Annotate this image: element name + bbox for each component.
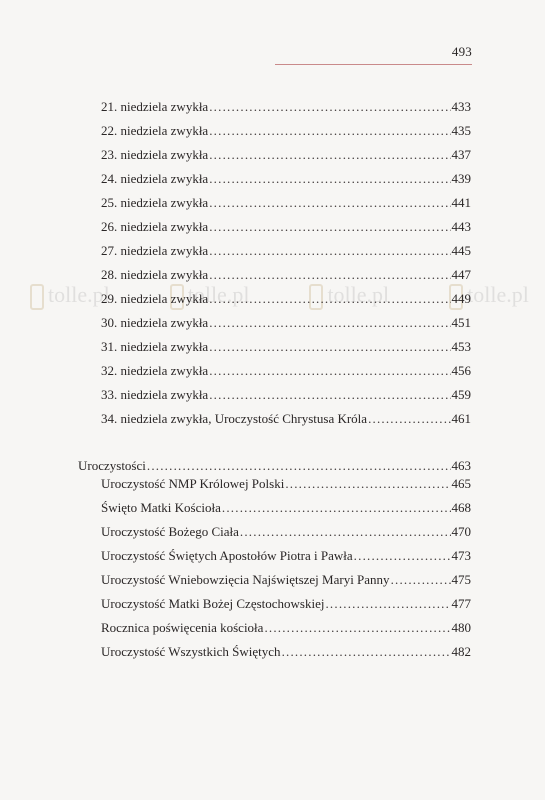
dot-leader [209,264,450,286]
toc-entry-label: 32. niedziela zwykła [101,363,209,378]
toc-entry-page: 441 [451,195,471,210]
toc-entry-page: 468 [451,500,471,515]
toc-entry-page: 437 [451,147,471,162]
toc-entry [101,96,471,118]
toc-entry [101,336,471,358]
toc-entry [101,408,471,430]
toc-entry-label: 21. niedziela zwykła [101,99,209,114]
toc-entry-label: Uroczystość Wszystkich Świętych [101,644,281,659]
toc-entry [101,192,471,214]
dot-leader [209,384,450,406]
toc-entry [101,120,471,142]
dot-leader [209,120,450,142]
dot-leader [209,312,450,334]
dot-leader [209,96,450,118]
dot-leader [209,360,450,382]
dot-leader [391,569,451,591]
toc-entry-label: 31. niedziela zwykła [101,339,209,354]
toc-entry [101,264,471,286]
dot-leader [209,144,450,166]
dot-leader [368,408,450,430]
toc-section-page: 463 [451,458,471,473]
dot-leader [282,641,451,663]
toc-entry-label: 28. niedziela zwykła [101,267,209,282]
toc-entry-page: 465 [451,476,471,491]
dot-leader [209,168,450,190]
dot-leader [354,545,451,567]
dot-leader [325,593,450,615]
toc-entry-label: 29. niedziela zwykła [101,291,209,306]
dot-leader [209,336,450,358]
toc-entry-page: 451 [451,315,471,330]
toc-entry-page: 449 [451,291,471,306]
dot-leader [209,216,450,238]
toc-entry-page: 461 [451,411,471,426]
toc-entry [101,288,471,310]
watermark-text: tolle.pl [309,282,389,310]
toc-entry [101,240,471,262]
toc-entry-page: 443 [451,219,471,234]
toc-entry-label: 27. niedziela zwykła [101,243,209,258]
watermark-text: tolle.pl [30,282,110,310]
dot-leader [285,473,450,495]
dot-leader [264,617,450,639]
dot-leader [209,240,450,262]
toc-entry-label: 30. niedziela zwykła [101,315,209,330]
toc-entry-page: 445 [451,243,471,258]
toc-entry-page: 433 [451,99,471,114]
toc-entry [101,384,471,406]
toc-entry-label: Uroczystość Bożego Ciała [101,524,239,539]
toc-entry-page: 470 [451,524,471,539]
toc-subentry [101,497,471,519]
watermark-text: tolle.pl [170,282,250,310]
toc-entry-page: 453 [451,339,471,354]
toc-entry [101,360,471,382]
toc-entry [101,144,471,166]
toc-subentry [101,521,471,543]
toc-entry [101,216,471,238]
toc-entry-page: 459 [451,387,471,402]
toc-entry-label: Uroczystość Matki Bożej Częstochowskiej [101,596,325,611]
page-number: 493 [451,44,472,59]
toc-entry-label: 34. niedziela zwykła, Uroczystość Chrystusa Króla [101,411,368,426]
toc-entry-page: 480 [451,620,471,635]
toc-subentry [101,473,471,495]
toc-entry-label: Święto Matki Kościoła [101,500,221,515]
toc-entry-page: 447 [451,267,471,282]
toc-entry [101,168,471,190]
toc-subentry [101,593,471,615]
toc-entry-label: 24. niedziela zwykła [101,171,209,186]
toc-entry-page: 439 [451,171,471,186]
lighthouse-logo-icon [30,284,44,310]
toc-subentry [101,617,471,639]
dot-leader [209,192,450,214]
toc-subentry [101,569,471,591]
toc-entry-label: 33. niedziela zwykła [101,387,209,402]
watermark-text: tolle.pl [449,282,529,310]
header-rule [275,64,472,65]
toc-entry-label: Rocznica poświęcenia kościoła [101,620,264,635]
toc-entry-page: 477 [451,596,471,611]
toc-entry-label: Uroczystość Wniebowzięcia Najświętszej Maryi Panny [101,572,390,587]
toc-entry-label: 22. niedziela zwykła [101,123,209,138]
toc-entry-page: 482 [451,644,471,659]
toc-entry-label: 23. niedziela zwykła [101,147,209,162]
toc-subentry [101,641,471,663]
toc-entry-label: 25. niedziela zwykła [101,195,209,210]
toc-entry-page: 456 [451,363,471,378]
toc-subentry [101,545,471,567]
toc-entry-label: Uroczystość Świętych Apostołów Piotra i Pawła [101,548,353,563]
dot-leader [222,497,451,519]
toc-section-label: Uroczystości [78,458,146,473]
toc-entry-page: 473 [451,548,471,563]
dot-leader [209,288,450,310]
toc-entry-page: 435 [451,123,471,138]
toc-entry-label: Uroczystość NMP Królowej Polski [101,476,285,491]
dot-leader [240,521,451,543]
toc-entry-label: 26. niedziela zwykła [101,219,209,234]
toc-entry-page: 475 [451,572,471,587]
toc-entry [101,312,471,334]
